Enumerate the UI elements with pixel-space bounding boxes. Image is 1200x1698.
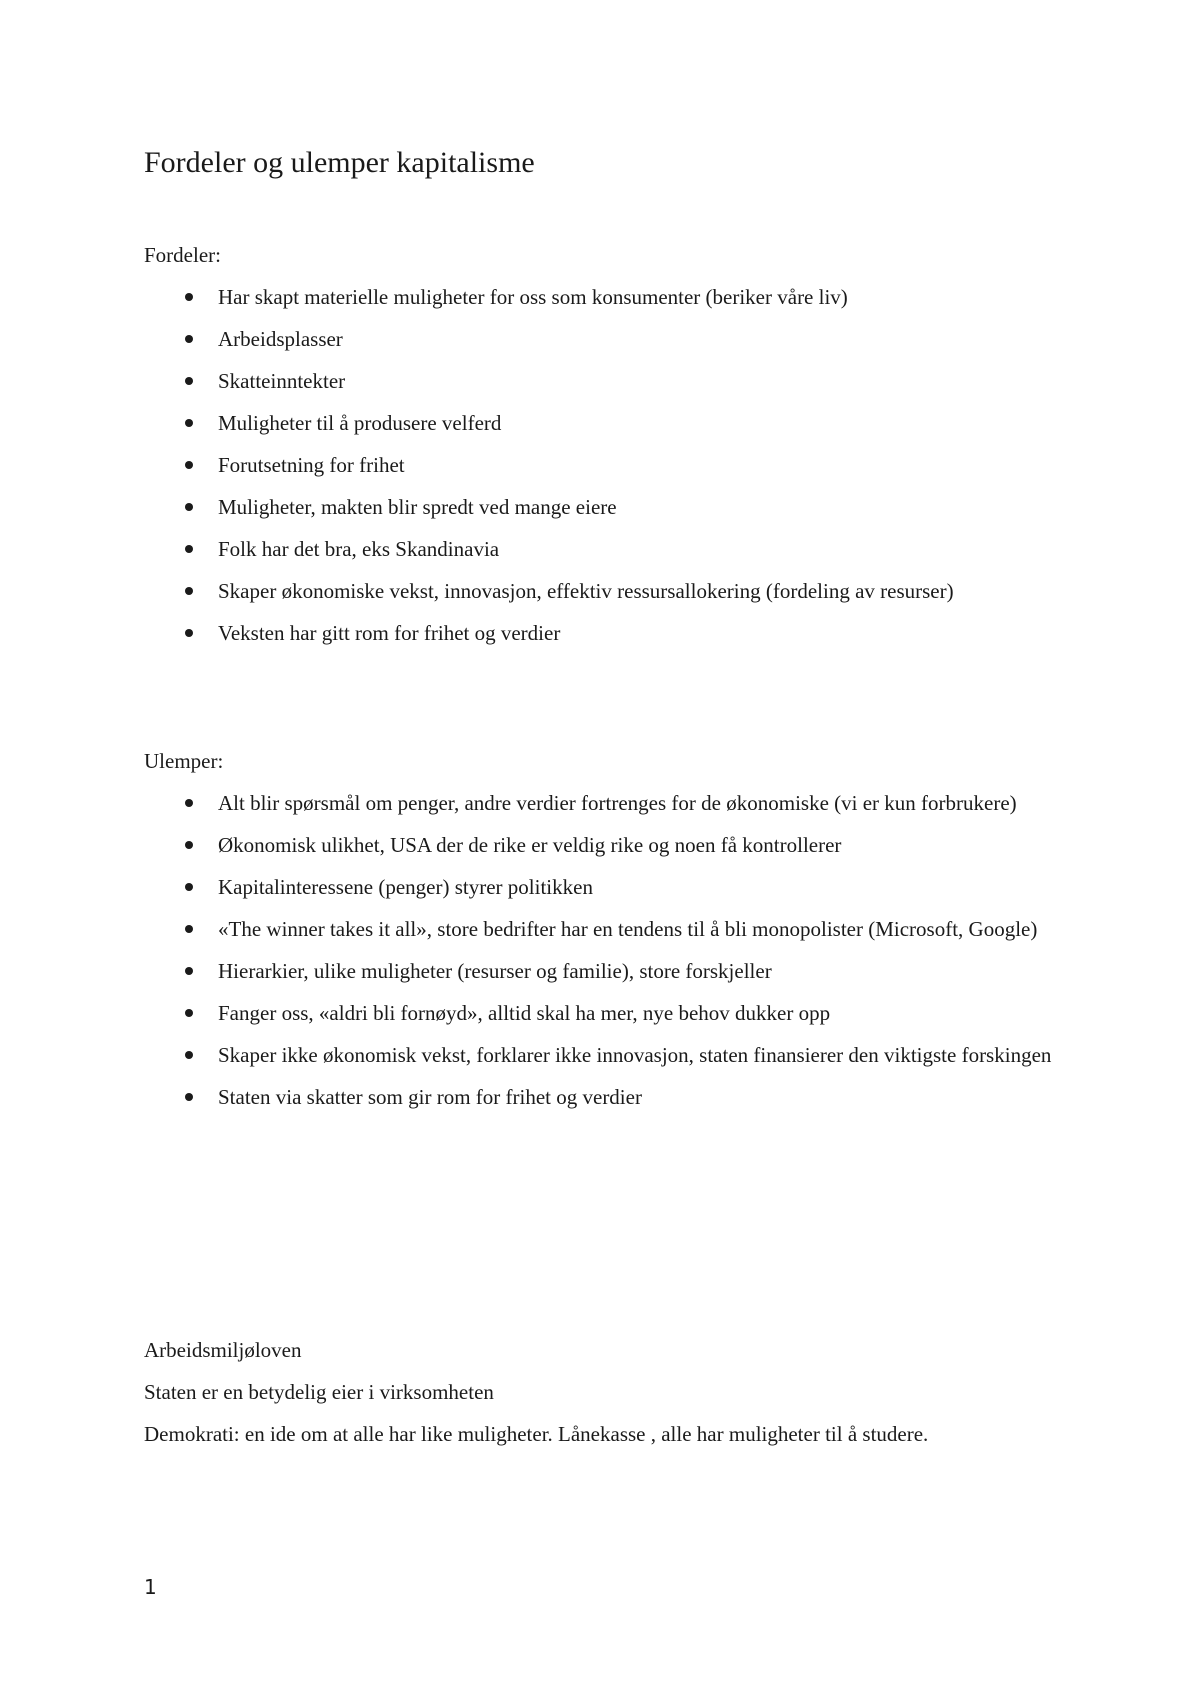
page-number: 1 (144, 1575, 157, 1599)
bullet-icon (185, 377, 193, 385)
list-item: Skatteinntekter (144, 360, 1064, 402)
list-item: Forutsetning for frihet (144, 444, 1064, 486)
list-item: Har skapt materielle muligheter for oss som konsumenter (beriker våre liv) (144, 276, 1064, 318)
list-item: Arbeidsplasser (144, 318, 1064, 360)
bullet-icon (185, 461, 193, 469)
bullet-icon (185, 335, 193, 343)
disadvantages-heading: Ulemper: (144, 749, 224, 773)
document-title: Fordeler og ulemper kapitalisme (144, 146, 535, 179)
bullet-icon (185, 1009, 193, 1017)
bullet-icon (185, 419, 193, 427)
bullet-icon (185, 503, 193, 511)
list-item: «The winner takes it all», store bedrifter har en tendens til å bli monopolister (Microsoft, Google) (144, 908, 1064, 950)
disadvantages-list (144, 782, 1064, 1118)
note-line: Demokrati: en ide om at alle har like muligheter. Lånekasse , alle har muligheter til å studere. (144, 1422, 929, 1446)
note-line: Arbeidsmiljøloven (144, 1338, 302, 1362)
bullet-icon (185, 799, 193, 807)
list-item: Muligheter, makten blir spredt ved mange eiere (144, 486, 1064, 528)
bullet-icon (185, 925, 193, 933)
list-item: Staten via skatter som gir rom for frihet og verdier (144, 1076, 1064, 1118)
list-item: Muligheter til å produsere velferd (144, 402, 1064, 444)
list-item: Alt blir spørsmål om penger, andre verdier fortrenges for de økonomiske (vi er kun forbrukere) (144, 782, 1064, 824)
bullet-icon (185, 587, 193, 595)
bullet-icon (185, 293, 193, 301)
list-item: Hierarkier, ulike muligheter (resurser og familie), store forskjeller (144, 950, 1064, 992)
bullet-icon (185, 1051, 193, 1059)
bullet-icon (185, 841, 193, 849)
list-item: Økonomisk ulikhet, USA der de rike er veldig rike og noen få kontrollerer (144, 824, 1064, 866)
note-line: Staten er en betydelig eier i virksomheten (144, 1380, 494, 1404)
bullet-icon (185, 883, 193, 891)
list-item: Fanger oss, «aldri bli fornøyd», alltid skal ha mer, nye behov dukker opp (144, 992, 1064, 1034)
bullet-icon (185, 629, 193, 637)
advantages-list (144, 276, 1064, 654)
list-item: Veksten har gitt rom for frihet og verdier (144, 612, 1064, 654)
list-item: Kapitalinteressene (penger) styrer politikken (144, 866, 1064, 908)
list-item: Folk har det bra, eks Skandinavia (144, 528, 1064, 570)
bullet-icon (185, 545, 193, 553)
bullet-icon (185, 1093, 193, 1101)
list-item: Skaper ikke økonomisk vekst, forklarer ikke innovasjon, staten finansierer den viktigste forskingen (144, 1034, 1064, 1076)
list-item: Skaper økonomiske vekst, innovasjon, effektiv ressursallokering (fordeling av resurser) (144, 570, 1064, 612)
bullet-icon (185, 967, 193, 975)
advantages-heading: Fordeler: (144, 243, 221, 267)
